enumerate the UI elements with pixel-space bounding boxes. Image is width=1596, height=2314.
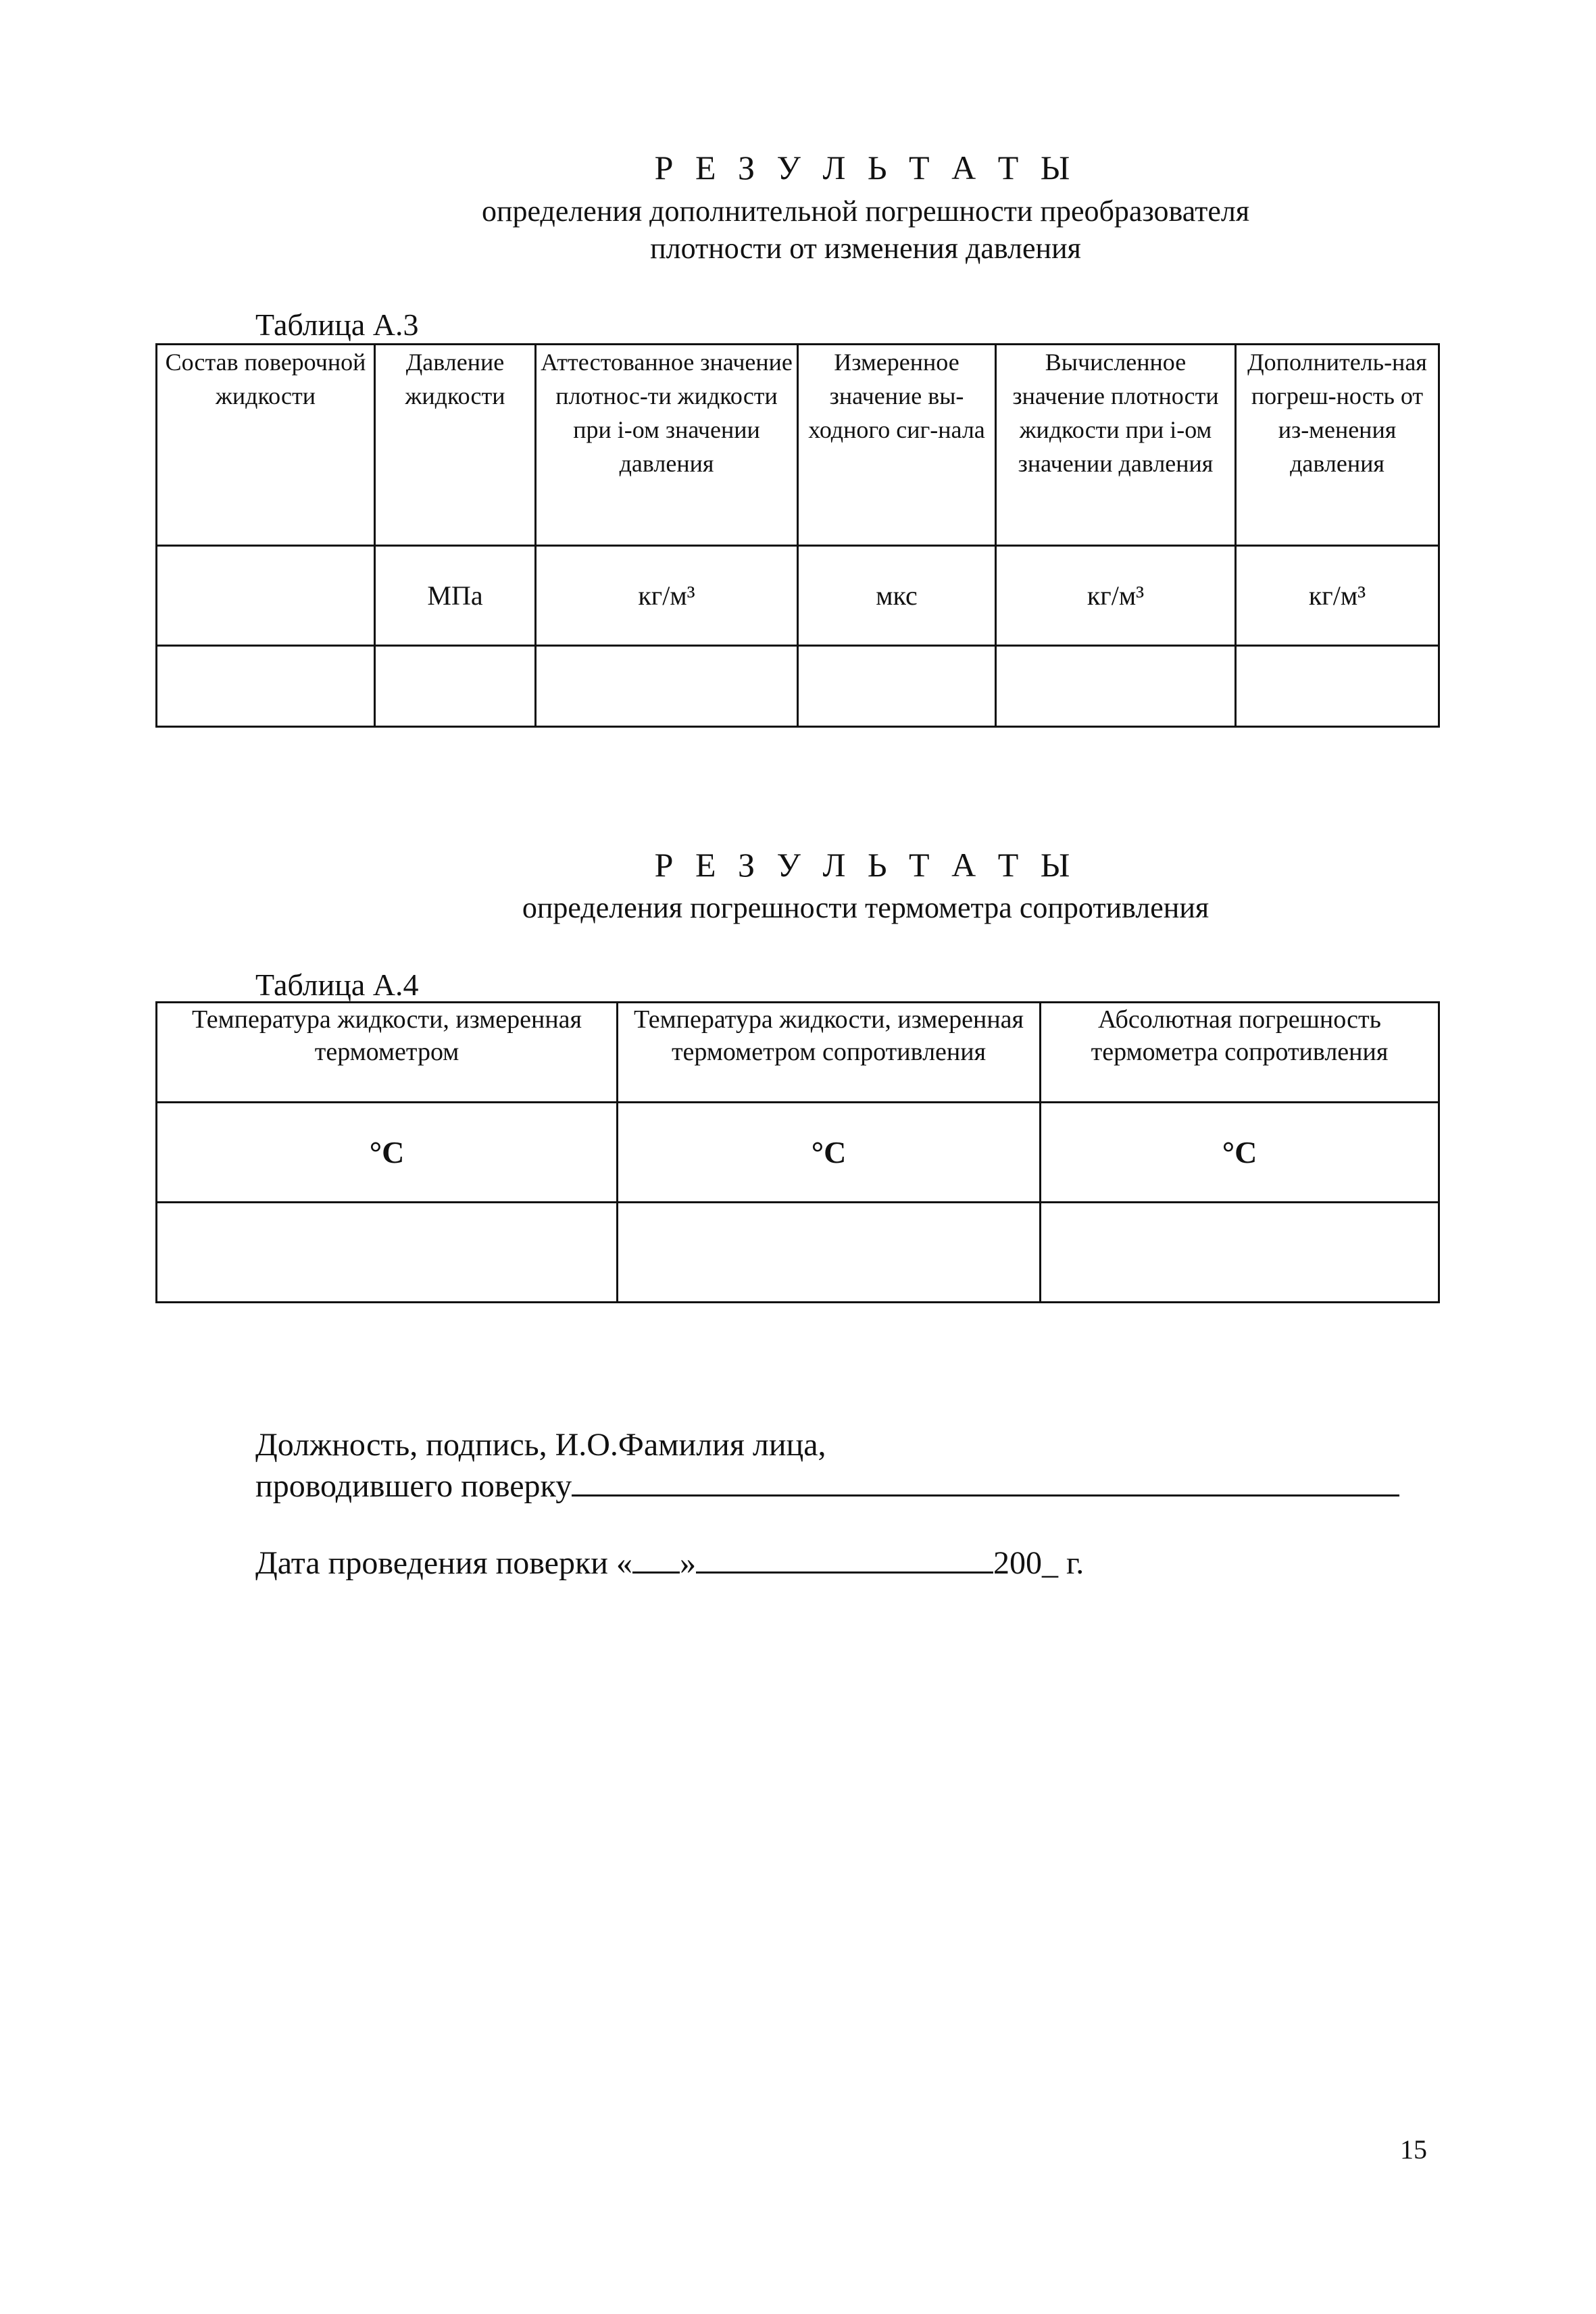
table-a3-unit-cell: кг/м³ [1236,546,1439,646]
table-a3-unit-cell: мкс [798,546,996,646]
table-a4 [155,1001,1440,1303]
table-a4-empty-row [157,1203,1439,1303]
table-a4-units-row [157,1103,1439,1203]
signature-line1: Должность, подпись, И.О.Фамилия лица, [255,1427,826,1463]
table-a4-header-cell: Абсолютная погрешность термометра сопротивления [1041,1003,1439,1103]
date-row [255,1542,1084,1583]
date-month-blank-field[interactable] [696,1542,993,1574]
table-a3-header-cell: Давление жидкости [375,345,536,546]
table-a4-empty-cell[interactable] [618,1203,1041,1303]
table-a4-header-row [157,1003,1439,1103]
table-a3-unit-cell: кг/м³ [996,546,1236,646]
table-a3-units-row [157,546,1439,646]
table-a3-empty-cell[interactable] [798,646,996,727]
section1-title: Р Е З У Л Ь Т А Т Ы [654,149,1077,186]
table-a3-unit-cell: кг/м³ [536,546,798,646]
table-a4-unit-cell: °С [1041,1103,1439,1203]
signature-blank-field[interactable] [572,1465,1399,1496]
table-a3-empty-cell[interactable] [996,646,1236,727]
table-a4-unit-cell: °С [157,1103,618,1203]
table-a3-empty-cell[interactable] [157,646,375,727]
table-a3-header-cell: Состав поверочной жидкости [157,345,375,546]
table-a3-empty-cell[interactable] [375,646,536,727]
table-a4-header-cell: Температура жидкости, измеренная термометром [157,1003,618,1103]
table-a3-caption: Таблица А.3 [255,307,419,342]
table-a4-empty-cell[interactable] [1041,1203,1439,1303]
date-quote-close: » [679,1545,696,1581]
section2-subtitle: определения погрешности термометра сопротивления [522,891,1210,924]
signature-line2-row [255,1465,1399,1506]
table-a4-header-cell: Температура жидкости, измеренная термометром сопротивления [618,1003,1041,1103]
section1-subtitle-line2: плотности от изменения давления [650,232,1081,265]
date-year: 200_ г. [993,1545,1084,1581]
table-a3 [155,343,1440,728]
section2-title: Р Е З У Л Ь Т А Т Ы [654,846,1077,884]
table-a3-header-cell: Измеренное значение вы-ходного сиг-нала [798,345,996,546]
page-number: 15 [1400,2134,1427,2165]
table-a3-empty-cell[interactable] [536,646,798,727]
table-a3-unit-cell: МПа [375,546,536,646]
table-a4-caption: Таблица А.4 [255,967,419,1002]
date-label: Дата проведения поверки « [255,1545,632,1581]
table-a3-header-row [157,345,1439,546]
table-a3-empty-row [157,646,1439,727]
table-a3-empty-cell[interactable] [1236,646,1439,727]
table-a4-empty-cell[interactable] [157,1203,618,1303]
table-a4-unit-cell: °С [618,1103,1041,1203]
signature-label: проводившего поверку [255,1468,572,1504]
section1-subtitle-line1: определения дополнительной погрешности преобразователя [481,195,1250,228]
table-a3-header-cell: Дополнитель-ная погреш-ность от из-менения давления [1236,345,1439,546]
table-a3-header-cell: Вычисленное значение плотности жидкости при i-ом значении давления [996,345,1236,546]
table-a3-header-cell: Аттестованное значение плотнос-ти жидкости при i-ом значении давления [536,345,798,546]
table-a3-unit-cell [157,546,375,646]
date-day-blank-field[interactable] [632,1542,680,1574]
